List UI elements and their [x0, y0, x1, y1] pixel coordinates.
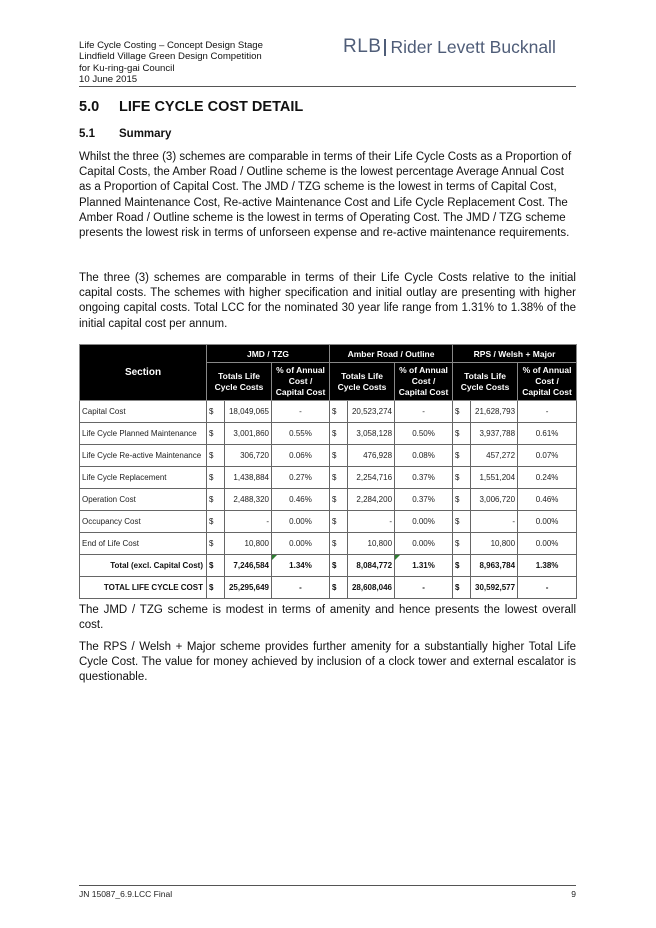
percent-value: 0.37%	[395, 489, 453, 511]
cost-value: -	[348, 511, 395, 533]
document-reference: JN 15087_6.9.LCC Final	[79, 889, 173, 899]
paragraph-comparison: The three (3) schemes are comparable in terms of their Life Cycle Costs relative to the initial capital costs. The schemes with higher specification and initial outlay are presenting with higher ongoing capital costs. Total LCC for the nominated 30 year life range from 1.31% to 1.38% of the initial capital cost per annum.	[79, 272, 576, 330]
percent-value: 0.24%	[518, 467, 577, 489]
currency-symbol: $	[207, 533, 225, 555]
paragraph-jmd: The JMD / TZG scheme is modest in terms of amenity and hence presents the lowest overall cost.	[79, 604, 576, 632]
currency-symbol: $	[207, 401, 225, 423]
cost-value: -	[225, 511, 272, 533]
row-label: Occupancy Cost	[80, 511, 207, 533]
cost-value: 476,928	[348, 445, 395, 467]
percent-value: 0.00%	[272, 533, 330, 555]
currency-symbol: $	[207, 511, 225, 533]
cost-value: 10,800	[348, 533, 395, 555]
cost-value: 7,246,584	[225, 555, 272, 577]
row-label: End of Life Cost	[80, 533, 207, 555]
row-label: TOTAL LIFE CYCLE COST	[80, 577, 207, 599]
currency-symbol: $	[330, 533, 348, 555]
column-header-percent: % of Annual Cost / Capital Cost	[395, 363, 453, 401]
cost-value: 21,628,793	[471, 401, 518, 423]
page-number: 9	[571, 889, 576, 899]
header-line: Life Cycle Costing – Concept Design Stage	[79, 40, 263, 51]
table-row	[80, 423, 577, 445]
percent-value: -	[518, 401, 577, 423]
currency-symbol: $	[330, 555, 348, 577]
column-header-percent: % of Annual Cost / Capital Cost	[272, 363, 330, 401]
section-title: LIFE CYCLE COST DETAIL	[119, 99, 304, 115]
table-row	[80, 467, 577, 489]
currency-symbol: $	[453, 533, 471, 555]
row-label: Total (excl. Capital Cost)	[80, 555, 207, 577]
cost-value: 18,049,065	[225, 401, 272, 423]
subsection-title: Summary	[119, 128, 172, 140]
percent-value: 0.00%	[395, 533, 453, 555]
table-row	[80, 533, 577, 555]
section-column-header: Section	[80, 345, 207, 401]
currency-symbol: $	[330, 423, 348, 445]
header-line: Lindfield Village Green Design Competition	[79, 51, 262, 63]
company-logo	[343, 36, 556, 58]
currency-symbol: $	[330, 445, 348, 467]
row-label: Capital Cost	[80, 401, 207, 423]
paragraph-summary: Whilst the three (3) schemes are comparable in terms of their Life Cycle Costs as a Proportion of Capital Costs, the Amber Road / Outline scheme is the lowest percentage Average Annual Cost as a Proportion of Capital Cost. The JMD / TZG scheme is the lowest in terms of Capital Cost, Planned Maintenance Cost, Re-active Maintenance Cost and Life Cycle Replacement Cost. The Amber Road / Outline scheme is the lowest in terms of Operating Cost. The JMD / TZG scheme presents the lowest risk in terms of unforseen expense and re-active maintenance requirements.	[79, 151, 572, 240]
currency-symbol: $	[207, 467, 225, 489]
cost-value: 28,608,046	[348, 577, 395, 599]
cost-value: 8,963,784	[471, 555, 518, 577]
currency-symbol: $	[207, 445, 225, 467]
cost-value: 2,254,716	[348, 467, 395, 489]
header-divider	[79, 86, 576, 87]
currency-symbol: $	[207, 555, 225, 577]
cost-value: 10,800	[471, 533, 518, 555]
subtotal-row	[80, 555, 577, 577]
percent-value: 0.00%	[518, 533, 577, 555]
currency-symbol: $	[453, 445, 471, 467]
group-header-jmd: JMD / TZG	[207, 345, 330, 363]
column-header-total: Totals Life Cycle Costs	[453, 363, 518, 401]
group-header-rps: RPS / Welsh + Major	[453, 345, 577, 363]
column-header-percent: % of Annual Cost / Capital Cost	[518, 363, 577, 401]
life-cycle-cost-table	[79, 344, 577, 599]
logo-divider	[384, 39, 386, 56]
percent-value: 0.07%	[518, 445, 577, 467]
cost-value: 3,937,788	[471, 423, 518, 445]
currency-symbol: $	[453, 511, 471, 533]
percent-value: 0.27%	[272, 467, 330, 489]
row-label: Life Cycle Replacement	[80, 467, 207, 489]
percent-value: 0.37%	[395, 467, 453, 489]
currency-symbol: $	[207, 577, 225, 599]
table-row	[80, 511, 577, 533]
percent-value: 0.61%	[518, 423, 577, 445]
percent-value: 1.31%	[395, 555, 453, 577]
percent-value: -	[518, 577, 577, 599]
currency-symbol: $	[330, 401, 348, 423]
cost-value: 306,720	[225, 445, 272, 467]
percent-value: 0.46%	[272, 489, 330, 511]
cost-value: 20,523,274	[348, 401, 395, 423]
percent-value: 0.55%	[272, 423, 330, 445]
currency-symbol: $	[330, 489, 348, 511]
cost-value: 457,272	[471, 445, 518, 467]
currency-symbol: $	[207, 489, 225, 511]
cost-value: 2,284,200	[348, 489, 395, 511]
currency-symbol: $	[207, 423, 225, 445]
percent-value: 0.00%	[518, 511, 577, 533]
section-number: 5.0	[79, 99, 100, 115]
cost-value: 3,058,128	[348, 423, 395, 445]
currency-symbol: $	[330, 467, 348, 489]
percent-value: 0.46%	[518, 489, 577, 511]
percent-value: -	[272, 401, 330, 423]
cost-value: -	[471, 511, 518, 533]
column-header-total: Totals Life Cycle Costs	[207, 363, 272, 401]
cost-value: 3,006,720	[471, 489, 518, 511]
percent-value: 0.50%	[395, 423, 453, 445]
currency-symbol: $	[330, 511, 348, 533]
table-row	[80, 445, 577, 467]
cost-value: 3,001,860	[225, 423, 272, 445]
cost-value: 1,551,204	[471, 467, 518, 489]
percent-value: -	[395, 577, 453, 599]
header-line: for Ku-ring-gai Council	[79, 62, 175, 74]
currency-symbol: $	[453, 489, 471, 511]
percent-value: 1.34%	[272, 555, 330, 577]
total-row	[80, 577, 577, 599]
percent-value: -	[395, 401, 453, 423]
logo-name: Rider Levett Bucknall	[390, 36, 556, 57]
cost-value: 10,800	[225, 533, 272, 555]
percent-value: 0.08%	[395, 445, 453, 467]
table-row	[80, 489, 577, 511]
cost-value: 25,295,649	[225, 577, 272, 599]
paragraph-rps: The RPS / Welsh + Major scheme provides further amenity for a substantially higher Total Life Cycle Cost. The value for money achieved by inclusion of a clock tower and external escalator is questionable.	[79, 641, 576, 684]
currency-symbol: $	[453, 401, 471, 423]
row-label: Operation Cost	[80, 489, 207, 511]
currency-symbol: $	[453, 467, 471, 489]
cost-value: 2,488,320	[225, 489, 272, 511]
cost-value: 30,592,577	[471, 577, 518, 599]
percent-value: -	[272, 577, 330, 599]
percent-value: 1.38%	[518, 555, 577, 577]
subsection-number: 5.1	[79, 128, 95, 140]
percent-value: 0.00%	[395, 511, 453, 533]
header-line: 10 June 2015	[79, 74, 138, 86]
column-header-total: Totals Life Cycle Costs	[330, 363, 395, 401]
currency-symbol: $	[330, 577, 348, 599]
percent-value: 0.06%	[272, 445, 330, 467]
cost-value: 1,438,884	[225, 467, 272, 489]
logo-abbrev: RLB	[343, 36, 382, 57]
currency-symbol: $	[453, 423, 471, 445]
table-row	[80, 401, 577, 423]
currency-symbol: $	[453, 577, 471, 599]
footer-divider	[79, 885, 576, 886]
section-heading	[79, 99, 303, 115]
group-header-amber: Amber Road / Outline	[330, 345, 453, 363]
currency-symbol: $	[453, 555, 471, 577]
percent-value: 0.00%	[272, 511, 330, 533]
cost-value: 8,084,772	[348, 555, 395, 577]
row-label: Life Cycle Planned Maintenance	[80, 423, 207, 445]
row-label: Life Cycle Re-active Maintenance	[80, 445, 207, 467]
subsection-heading	[79, 128, 171, 140]
document-header	[79, 40, 263, 86]
